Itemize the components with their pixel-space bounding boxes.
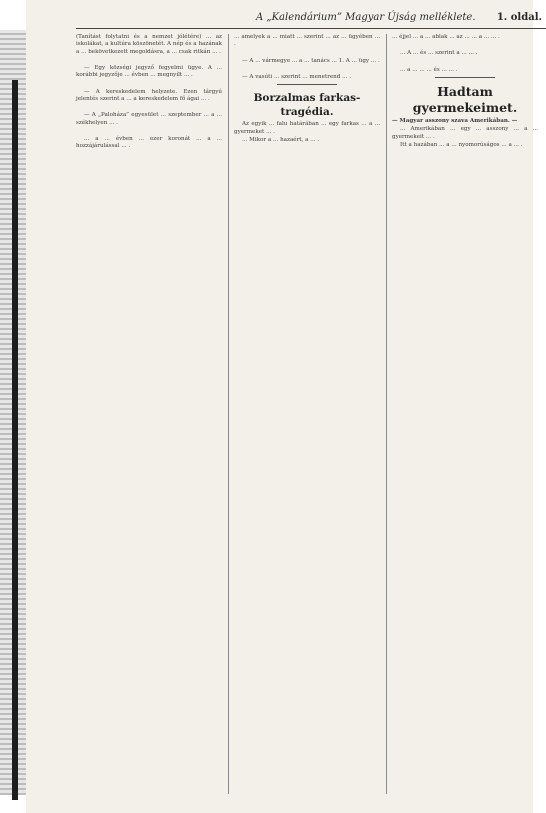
article-subheading: — Magyar asszony szava Amerikában. —: [392, 118, 518, 125]
section-rule: [435, 77, 495, 78]
column-1: [76, 34, 222, 794]
article-paragraph: — Egy községi jegyző fegyelmi ügye. A ... korábbi jegyzője ... évben ... megnyílt ... .: [76, 65, 222, 79]
article-paragraph: ... éjjel ... a ... ablak ... az ... ... a ... ... .: [392, 34, 500, 40]
article-paragraph: Az egyik ... falu határában ... egy farkas ... a ... gyermeket ... .: [234, 121, 380, 135]
section-heading: Hadtam gyermekeimet.: [412, 84, 518, 116]
newspaper-page: [26, 0, 542, 813]
article-paragraph: ... Amerikában ... egy ... asszony ... a ... gyermekeit ... .: [392, 126, 538, 140]
column-2: [234, 34, 380, 794]
book-binding: [0, 30, 27, 795]
page-number: 1. oldal.: [496, 12, 542, 23]
article-paragraph: ... Mikor a ... hazaért, a ... .: [242, 137, 320, 144]
article-paragraph: — A vasúti ... szerint ... menetrend ... .: [242, 74, 352, 81]
article-paragraph: ... a ... ... ... és ... ... .: [400, 66, 458, 73]
article-paragraph: — A ... vármegye ... a ... tanács ... 1. A ... ügy ... .: [242, 57, 380, 64]
header-title: A „Kalendárium” Magyar Újság melléklete.: [256, 12, 476, 23]
article-heading: Borzalmas farkas-tragédia.: [253, 92, 361, 119]
article-paragraph: ... A ... és ... szerint a ... ... .: [400, 50, 478, 57]
article-paragraph: ... amelyek a ... miatt ... szerint ... az ... ügyében ... .: [234, 34, 380, 48]
column-divider-2: [386, 34, 387, 794]
column-divider-1: [228, 34, 229, 794]
section-rule: [277, 84, 337, 85]
binding-spine: [12, 80, 18, 800]
article-paragraph: Itt a hazában ... a ... nyomorúságos ... a ... .: [400, 142, 523, 149]
article-paragraph: — A „Paloháza” egyesület ... szeptember ... a ... székhelyen ... .: [76, 112, 222, 126]
page-header: [76, 10, 546, 29]
article-paragraph: (Tanítást folytatni és a nemzet jólétére) ... az iskolákat, a kultúra köszönetét. A nép és a hazának a ... bekövetkezett megoldásra, a ... csak ritkán ... .: [76, 34, 222, 55]
article-paragraph: ... a ... évben ... ezer koronát ... a ... hozzájárulással ... .: [76, 136, 222, 150]
column-3: [392, 34, 538, 794]
article-paragraph: — A kereskedelem helyzete. Ezen tárgyú jelentés szerint a ... a kereskedelem fő ágai ... .: [76, 88, 222, 103]
page-content: [76, 10, 546, 805]
